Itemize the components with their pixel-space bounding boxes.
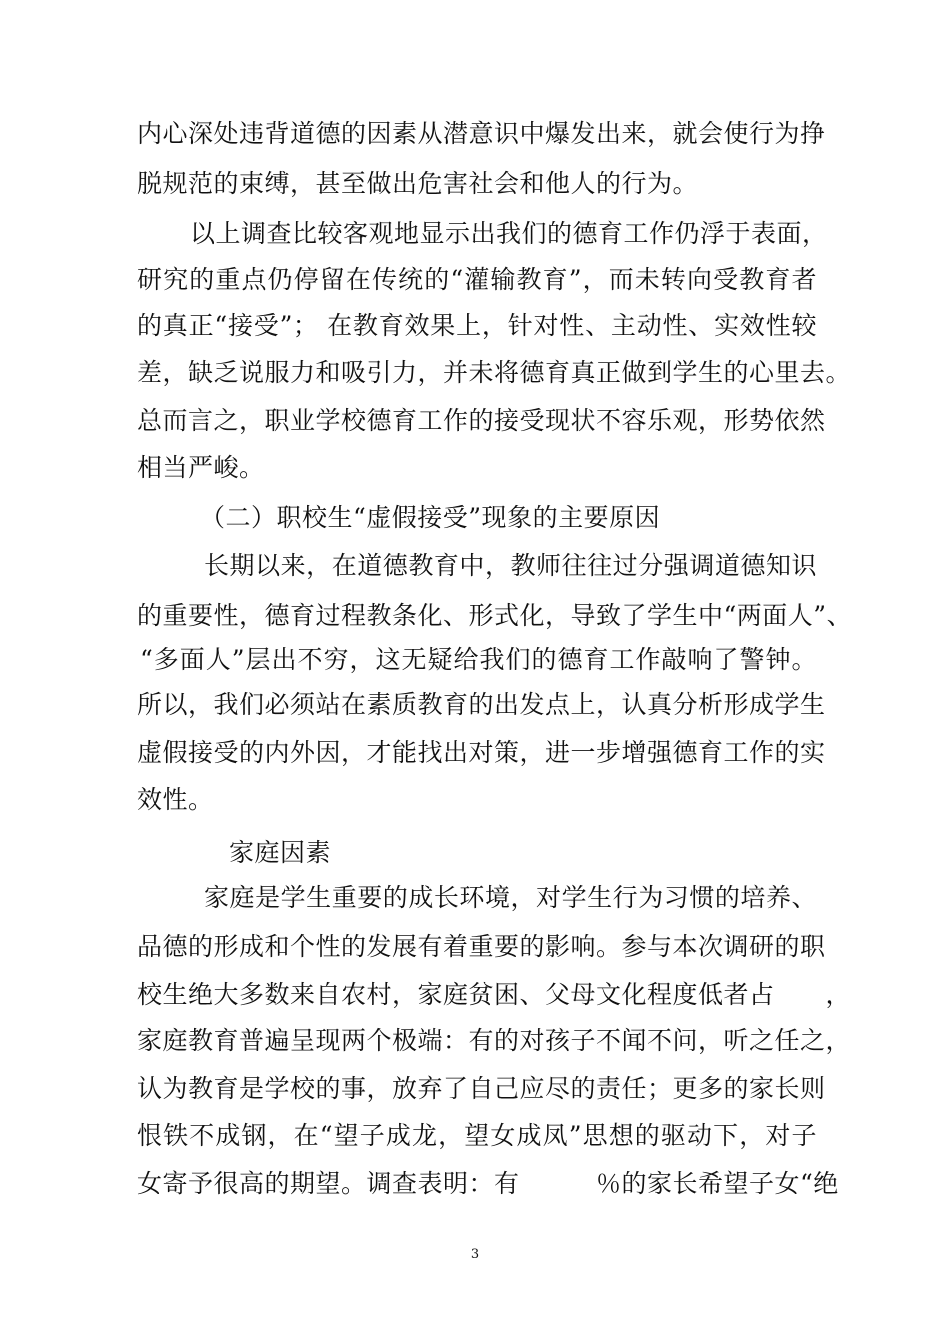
paragraph-first-line: 以上调查比较客观地显示出我们的德育工作仍浮于表面， [190,219,828,248]
body-line: 内心深处违背道德的因素从潜意识中爆发出来，就会使行为挣 [137,119,826,148]
page-number: 3 [470,1247,480,1262]
body-line: 差，缺乏说服力和吸引力，并未将德育真正做到学生的心里去。 [137,358,852,387]
body-line: 研究的重点仍停留在传统的“灌输教育”，而未转向受教育者 [137,265,817,294]
body-line: 家庭教育普遍呈现两个极端：有的对孩子不闻不问，听之任之， [137,1026,852,1055]
body-line: 恨铁不成钢，在“望子成龙，望女成凤”思想的驱动下，对子 [137,1121,817,1150]
body-line: 总而言之，职业学校德育工作的接受现状不容乐观，形势依然 [137,406,826,435]
paragraph-first-line: 家庭是学生重要的成长环境，对学生行为习惯的培养、 [204,883,817,912]
body-line: 虚假接受的内外因，才能找出对策，进一步增强德育工作的实 [137,738,826,767]
body-line: 的真正“接受”； 在教育效果上，针对性、主动性、实效性较 [137,311,817,340]
subsection-heading: 家庭因素 [229,838,332,867]
body-line: 的重要性，德育过程教条化、形式化，导致了学生中“两面人”、 [137,601,853,630]
body-line: 所以，我们必须站在素质教育的出发点上，认真分析形成学生 [137,690,826,719]
body-line: 校生绝大多数来自农村，家庭贫困、父母文化程度低者占 ， [137,980,852,1009]
body-line: 女寄予很高的期望。调查表明：有 ％的家长希望子女“绝 [137,1169,839,1198]
body-line: “多面人”层出不穷，这无疑给我们的德育工作敲响了警钟。 [140,645,817,674]
body-line: 认为教育是学校的事，放弃了自己应尽的责任；更多的家长则 [137,1074,826,1103]
body-line: 效性。 [137,785,214,814]
section-heading: （二）职校生“虚假接受”现象的主要原因 [200,503,661,532]
body-line: 品德的形成和个性的发展有着重要的影响。参与本次调研的职 [137,932,826,961]
body-line: 相当严峻。 [137,453,265,482]
paragraph-first-line: 长期以来，在道德教育中，教师往往过分强调道德知识 [204,551,817,580]
body-line: 脱规范的束缚，甚至做出危害社会和他人的行为。 [137,169,699,198]
